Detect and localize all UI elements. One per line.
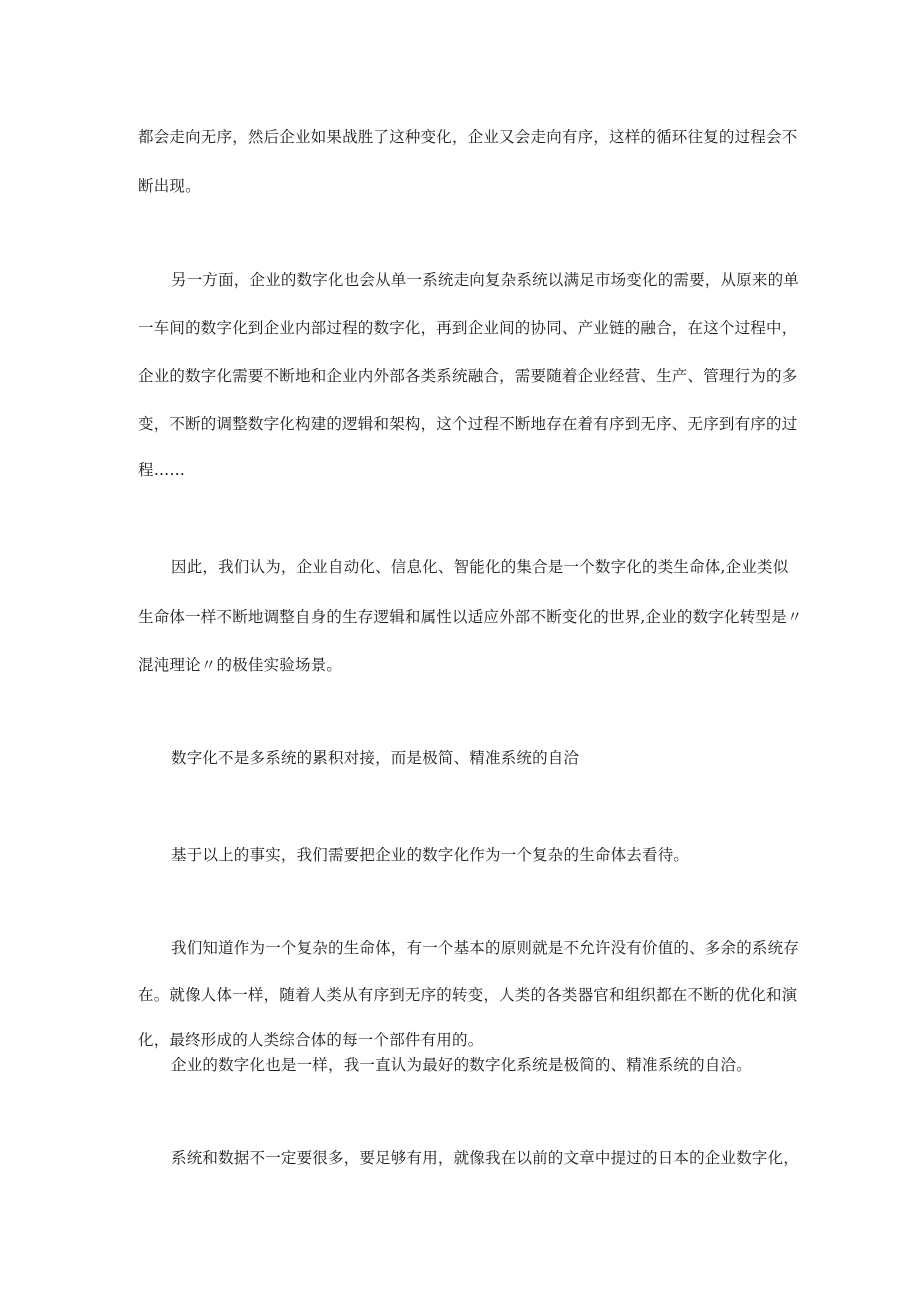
- paragraph-2-line-3: 企业的数字化需要不断地和企业内外部各类系统融合，需要随着企业经营、生产、管理行为的多: [138, 367, 798, 385]
- paragraph-5-line-3: 化，最终形成的人类综合体的每一个部件有用的。: [138, 1031, 484, 1049]
- paragraph-4-line-1: 基于以上的事实，我们需要把企业的数字化作为一个复杂的生命体去看待。: [171, 846, 690, 864]
- paragraph-3-line-1: 因此，我们认为，企业自动化、信息化、智能化的集合是一个数字化的类生命体,企业类似: [171, 558, 789, 576]
- paragraph-7-line-1: 系统和数据不一定要很多，要足够有用，就像我在以前的文章中提过的日本的企业数字化，: [171, 1149, 800, 1167]
- paragraph-5-line-1: 我们知道作为一个复杂的生命体，有一个基本的原则就是不允许没有价值的、多余的系统存: [171, 939, 800, 957]
- paragraph-2-line-5: 程……: [138, 461, 186, 479]
- paragraph-2-line-2: 一车间的数字化到企业内部过程的数字化，再到企业间的协同、产业链的融合，在这个过程中，: [138, 319, 798, 337]
- paragraph-1-line-2: 断出现。: [138, 177, 201, 195]
- paragraph-1-line-1: 都会走向无序，然后企业如果战胜了这种变化，企业又会走向有序，这样的循环往复的过程会不: [138, 128, 798, 146]
- paragraph-3-line-3: 混沌理论〃的极佳实验场景。: [138, 656, 343, 674]
- section-heading: 数字化不是多系统的累积对接，而是极简、精准系统的自洽: [171, 749, 580, 767]
- paragraph-6-line-1: 企业的数字化也是一样，我一直认为最好的数字化系统是极简的、精准系统的自洽。: [171, 1056, 752, 1074]
- paragraph-2-line-4: 变，不断的调整数字化构建的逻辑和架构，这个过程不断地存在着有序到无序、无序到有序的过: [138, 415, 798, 433]
- paragraph-2-line-1: 另一方面，企业的数字化也会从单一系统走向复杂系统以满足市场变化的需要，从原来的单: [171, 271, 800, 289]
- paragraph-5-line-2: 在。就像人体一样，随着人类从有序到无序的转变，人类的各类器官和组织都在不断的优化和演: [138, 986, 798, 1004]
- paragraph-3-line-2: 生命体一样不断地调整自身的生存逻辑和属性以适应外部不断变化的世界,企业的数字化转型是〃: [138, 608, 803, 626]
